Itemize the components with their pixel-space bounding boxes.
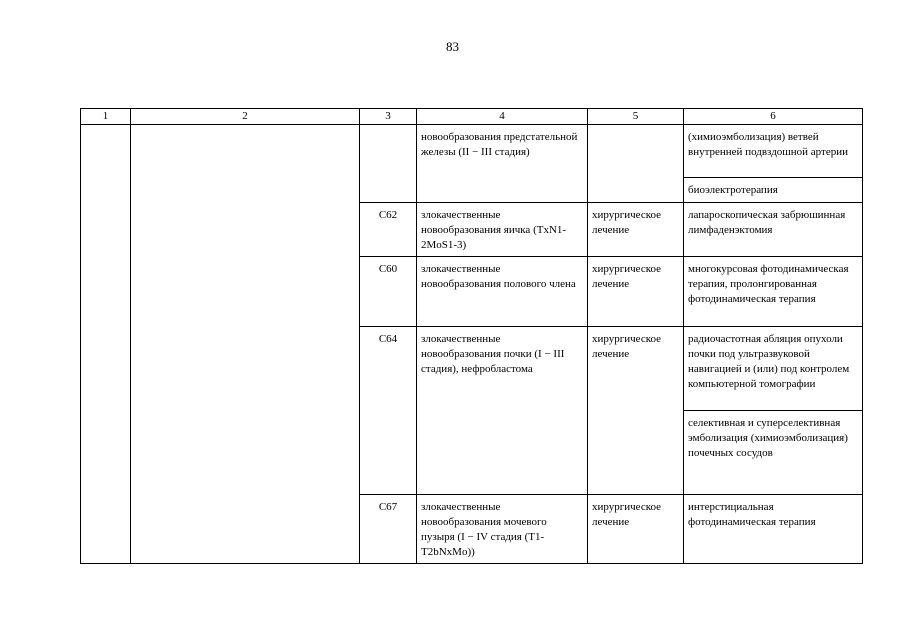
diagnosis-cell: злокачественные новообразования мочевого пузыря (I − IV стадия (T1-T2bNxMo)) — [417, 495, 588, 564]
icd-code-cell: C67 — [360, 495, 417, 564]
column-header-2: 2 — [131, 109, 360, 125]
method-cell: биоэлектротерапия — [684, 178, 863, 203]
medical-care-table — [80, 108, 863, 564]
icd-code-cell: C64 — [360, 327, 417, 495]
page-number: 83 — [446, 39, 459, 54]
method-cell: интерстициальная фотодинамическая терапия — [684, 495, 863, 564]
icd-code-cell: C62 — [360, 203, 417, 257]
column-header-5: 5 — [588, 109, 684, 125]
icd-code-cell — [360, 125, 417, 203]
diagnosis-cell: новообразования предстательной железы (II − III стадия) — [417, 125, 588, 203]
icd-code-cell: C60 — [360, 257, 417, 327]
diagnosis-cell: злокачественные новообразования почки (I − III стадия), нефробластома — [417, 327, 588, 495]
column-header-4: 4 — [417, 109, 588, 125]
table-row — [81, 125, 863, 178]
treatment-cell: хирургическое лечение — [588, 327, 684, 495]
treatment-cell: хирургическое лечение — [588, 203, 684, 257]
column-header-3: 3 — [360, 109, 417, 125]
method-cell: радиочастотная абляция опухоли почки под ультразвуковой навигацией и (или) под контролем компьютерной томографии — [684, 327, 863, 411]
profile-cell — [131, 125, 360, 564]
treatment-cell — [588, 125, 684, 203]
diagnosis-cell: злокачественные новообразования полового члена — [417, 257, 588, 327]
column-header-1: 1 — [81, 109, 131, 125]
treatment-cell: хирургическое лечение — [588, 495, 684, 564]
method-cell: селективная и суперселективная эмболизация (химиоэмболизация) почечных сосудов — [684, 411, 863, 495]
treatment-cell: хирургическое лечение — [588, 257, 684, 327]
number-cell — [81, 125, 131, 564]
method-cell: (химиоэмболизация) ветвей внутренней подвздошной артерии — [684, 125, 863, 178]
diagnosis-cell: злокачественные новообразования яичка (TxN1-2MoS1-3) — [417, 203, 588, 257]
table-header-row — [81, 109, 863, 125]
method-cell: лапароскопическая забрюшинная лимфаденэктомия — [684, 203, 863, 257]
column-header-6: 6 — [684, 109, 863, 125]
method-cell: многокурсовая фотодинамическая терапия, пролонгированная фотодинамическая терапия — [684, 257, 863, 327]
